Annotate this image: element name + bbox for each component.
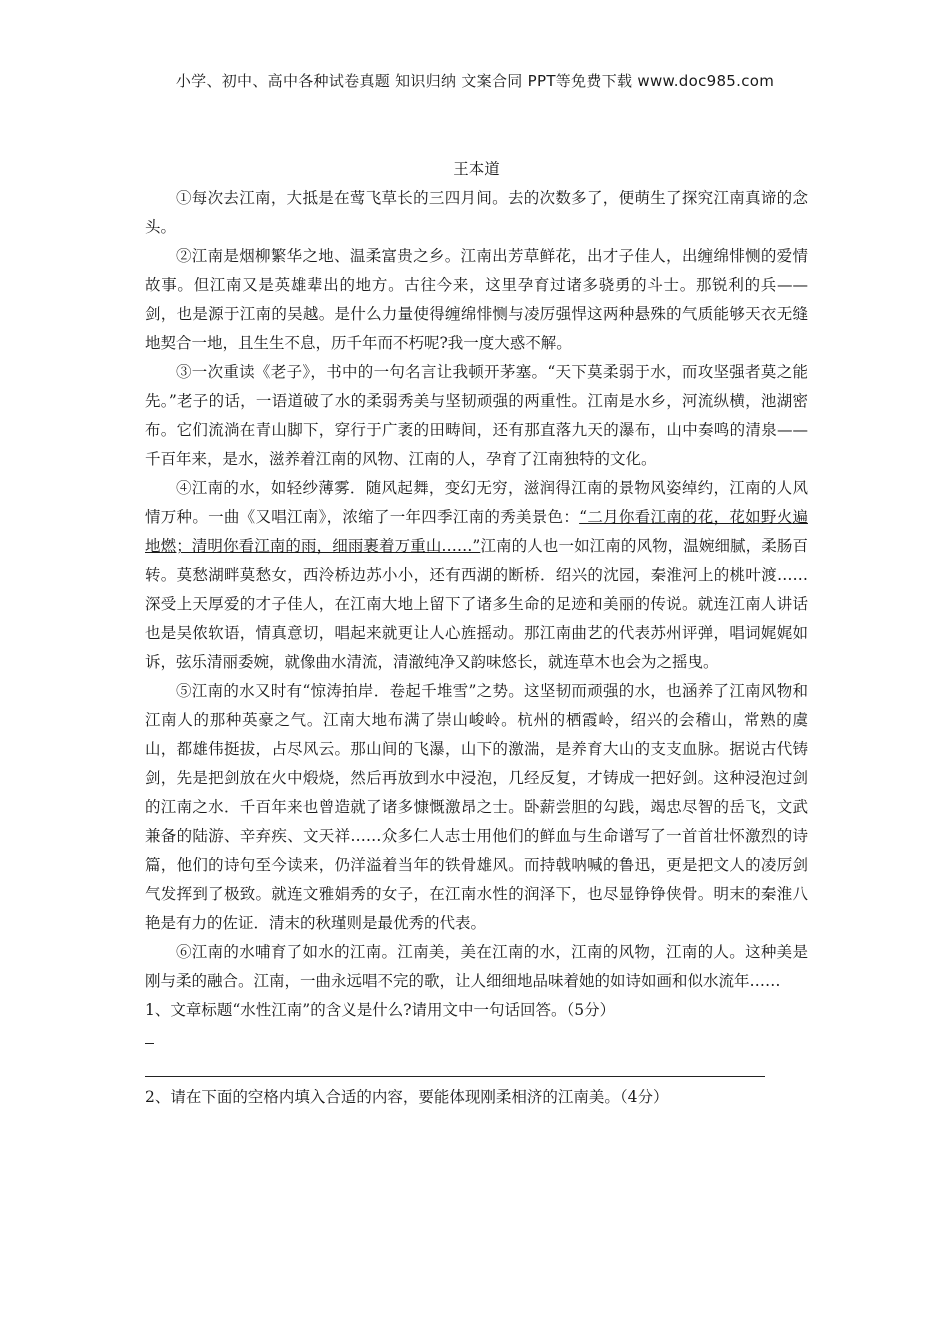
question-2: 2、请在下面的空格内填入合适的内容，要能体现刚柔相济的江南美。（4分） [145, 1088, 669, 1106]
paragraph-5: ⑤江南的水又时有“惊涛拍岸．卷起千堆雪”之势。这坚韧而顽强的水，也涵养了江南风物和江南人的那种英豪之气。江南大地布满了崇山峻岭。杭州的栖霞岭，绍兴的会稽山，常熟的虞山，都雄伟挺拔，占尽风云。那山间的飞瀑，山下的激湍，是养育大山的支支血脉。据说古代铸剑，先是把剑放在火中煅烧，然后再放到水中浸泡，几经反复，才铸成一把好剑。这种浸泡过剑的江南之水．千百年来也曾造就了诸多慷慨激昂之士。卧薪尝胆的勾践，竭忠尽智的岳飞，文武兼备的陆游、辛弃疾、文天祥……众多仁人志士用他们的鲜血与生命谱写了一首首壮怀激烈的诗篇，他们的诗句至今读来，仍洋溢着当年的铁骨雄风。而持戟呐喊的鲁迅，更是把文人的凌厉剑气发挥到了极致。就连文雅娟秀的女子，在江南水性的润泽下，也尽显铮铮侠骨。明末的秦淮八艳是有力的佐证．清末的秋瑾则是最优秀的代表。 [145, 682, 808, 932]
answer-line-2[interactable] [145, 1054, 808, 1083]
paragraph-4-end: 江南的人也一如江南的风物，温婉细腻，柔肠百转。莫愁湖畔莫愁女，西泠桥边苏小小，还有西湖的断桥．绍兴的沈园，秦淮河上的桃叶渡……深受上天厚爱的才子佳人，在江南大地上留下了诸多生命的足迹和美丽的传说。就连江南人讲话也是吴侬软语，情真意切，唱起来就更让人心旌摇动。那江南曲艺的代表苏州评弹，唱词娓娓如诉，弦乐清丽委婉，就像曲水清流，清澈纯净又韵味悠长，就连草木也会为之摇曳。 [145, 537, 808, 671]
page-header: 小学、初中、高中各种试卷真题 知识归纳 文案合同 PPT等免费下载 www.doc985.com [175, 72, 775, 90]
paragraph-1: ①每次去江南，大抵是在莺飞草长的三四月间。去的次数多了，便萌生了探究江南真谛的念头。 [145, 189, 808, 236]
author-name: 王本道 [453, 160, 500, 178]
paragraph-3: ③一次重读《老子》，书中的一句名言让我顿开茅塞。“天下莫柔弱于水，而攻坚强者莫之能先。”老子的话，一语道破了水的柔弱秀美与坚韧顽强的两重性。江南是水乡，河流纵横，池湖密布。它们流淌在青山脚下，穿行于广袤的田畴间，还有那直落九天的瀑布，山中奏鸣的清泉——千百年来，是水，滋养着江南的风物、江南的人，孕育了江南独特的文化。 [145, 363, 808, 468]
paragraph-2: ②江南是烟柳繁华之地、温柔富贵之乡。江南出芳草鲜花，出才子佳人，出缠绵悱恻的爱情故事。但江南又是英雄辈出的地方。古往今来，这里孕育过诸多骁勇的斗士。那锐利的兵——剑，也是源于江南的吴越。是什么力量使得缠绵悱恻与凌厉强悍这两种悬殊的气质能够天衣无缝地契合一地，且生生不息，历千年而不朽呢?我一度大惑不解。 [145, 247, 808, 352]
answer-line-1[interactable] [145, 1025, 808, 1054]
article-body [145, 155, 808, 1112]
answer-start-mark [145, 1027, 154, 1044]
answer-underline [145, 1076, 765, 1077]
question-1: 1、文章标题“水性江南”的含义是什么?请用文中一句话回答。（5分） [145, 1001, 616, 1019]
paragraph-6: ⑥江南的水哺育了如水的江南。江南美，美在江南的水，江南的风物，江南的人。这种美是刚与柔的融合。江南，一曲永远唱不完的歌，让人细细地品味着她的如诗如画和似水流年…… [145, 943, 808, 990]
paragraph-4 [145, 474, 808, 677]
song-lyrics-quote: “二月你看江南的花，花如野火遍地燃；清明你看江南的雨，细雨裹着万重山……” [145, 508, 808, 555]
paragraph-4-start: ④江南的水，如轻纱薄雾．随风起舞，变幻无穷，滋润得江南的景物风姿绰约，江南的人风情万种。一曲《又唱江南》，浓缩了一年四季江南的秀美景色： [145, 479, 808, 526]
